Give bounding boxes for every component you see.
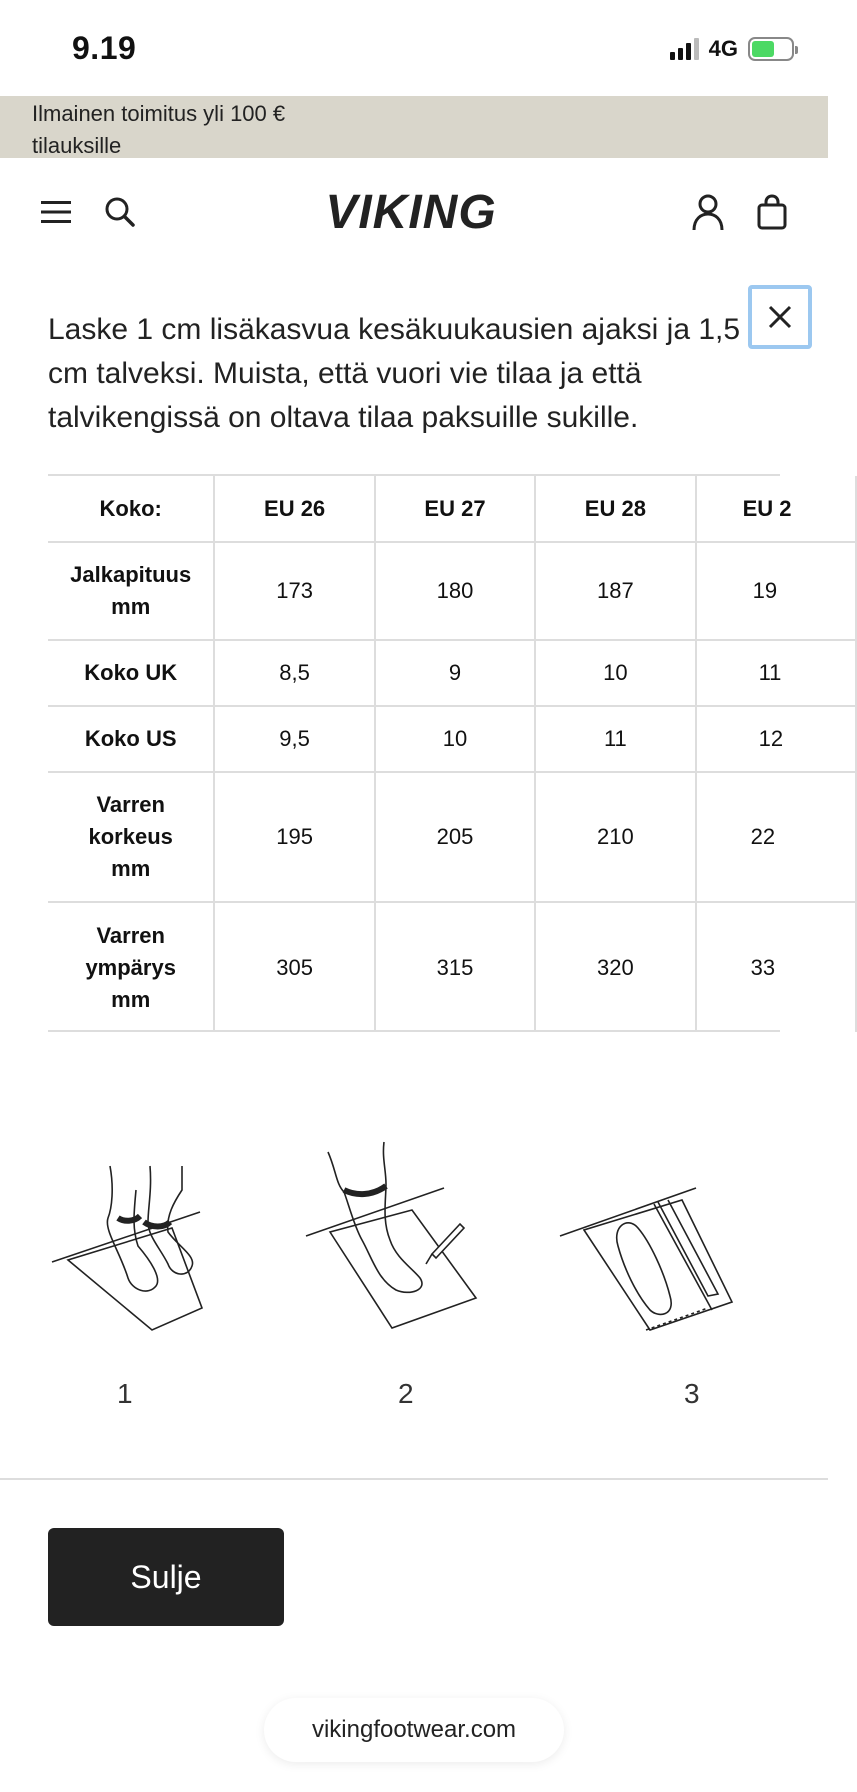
table-cell: 315 — [375, 902, 535, 1032]
table-cell: 10 — [375, 706, 535, 772]
table-cell: 195 — [214, 772, 374, 902]
row-label: Koko US — [48, 706, 214, 772]
table-cell: 205 — [375, 772, 535, 902]
network-type: 4G — [708, 36, 738, 61]
shopping-bag-icon[interactable] — [752, 192, 792, 232]
status-bar — [0, 0, 828, 96]
status-time: 9.19 — [72, 30, 137, 66]
table-header-cell: EU 28 — [535, 476, 695, 542]
row-label: Varren korkeus mm — [48, 772, 214, 902]
table-cell: 180 — [375, 542, 535, 640]
step-number: 1 — [117, 1378, 133, 1409]
site-header — [0, 158, 828, 268]
table-cell: 210 — [535, 772, 695, 902]
table-cell: 9,5 — [214, 706, 374, 772]
table-cell: 305 — [214, 902, 374, 1032]
table-header-cell: EU 26 — [214, 476, 374, 542]
close-icon[interactable] — [748, 285, 812, 349]
step-number: 3 — [684, 1378, 700, 1409]
table-header-cell: EU 27 — [375, 476, 535, 542]
size-guide-instructions: Laske 1 cm lisäkasvua kesäkuukausien ajaksi ja 1,5 cm talveksi. Muista, että vuori vie tilaa ja että talvikengissä on oltava tilaa paksuille sukille. — [48, 313, 741, 434]
table-cell: 11 — [696, 640, 856, 706]
table-cell: 9 — [375, 640, 535, 706]
table-header-row — [48, 476, 856, 542]
account-icon[interactable] — [688, 192, 728, 232]
svg-text:VIKING: VIKING — [325, 186, 497, 239]
viking-logo[interactable] — [285, 186, 537, 239]
size-table[interactable] — [48, 474, 792, 1032]
table-header-cell: EU 2 — [696, 476, 856, 542]
table-cell: 320 — [535, 902, 695, 1032]
table-row — [48, 640, 856, 706]
table-cell: 187 — [535, 542, 695, 640]
status-indicators — [670, 36, 794, 62]
table-row — [48, 542, 856, 640]
close-button[interactable]: Sulje — [48, 1528, 284, 1626]
table-cell: 22 — [696, 772, 856, 902]
row-label: Koko UK — [48, 640, 214, 706]
menu-icon[interactable] — [36, 192, 76, 232]
search-icon[interactable] — [100, 192, 140, 232]
table-cell: 173 — [214, 542, 374, 640]
step-number: 2 — [398, 1378, 414, 1409]
signal-icon — [670, 38, 699, 60]
table-cell: 19 — [696, 542, 856, 640]
step-1-illustration — [52, 1160, 212, 1340]
table-cell: 8,5 — [214, 640, 374, 706]
row-label: Varren ympärys mm — [48, 902, 214, 1032]
table-cell: 33 — [696, 902, 856, 1032]
row-label: Jalkapituus mm — [48, 542, 214, 640]
browser-url-bar[interactable]: vikingfootwear.com — [264, 1698, 564, 1762]
table-row — [48, 706, 856, 772]
table-cell: 11 — [535, 706, 695, 772]
promo-banner — [0, 96, 828, 158]
step-2-illustration — [300, 1140, 480, 1340]
table-row — [48, 902, 856, 1032]
table-header-cell: Koko: — [48, 476, 214, 542]
table-row — [48, 772, 856, 902]
table-cell: 10 — [535, 640, 695, 706]
battery-icon — [748, 37, 794, 61]
promo-text: Ilmainen toimitus yli 100 € tilauksille — [32, 101, 286, 158]
table-cell: 12 — [696, 706, 856, 772]
divider — [0, 1478, 828, 1480]
step-3-illustration — [558, 1186, 738, 1336]
